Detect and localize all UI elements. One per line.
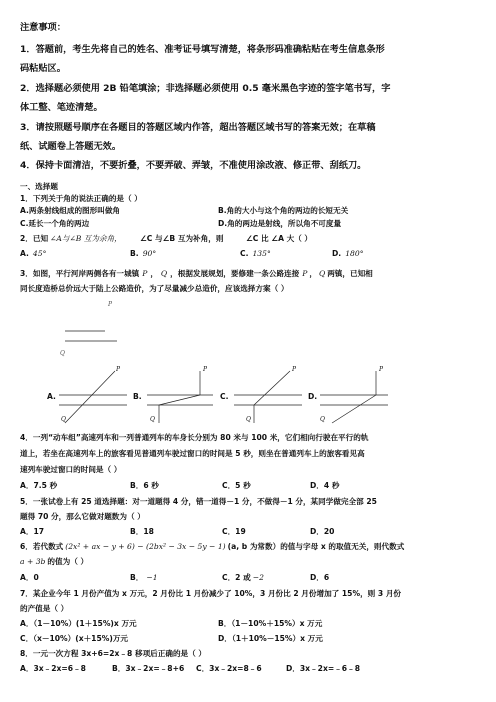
q3-figure-label-p: P	[108, 301, 113, 308]
q5-option-d: D．20	[310, 527, 335, 536]
q3-option-a-figure	[57, 365, 129, 427]
q1-stem: 1．下列关于角的说法正确的是（ ）	[20, 194, 142, 203]
q3-stem-c: 两镇，已知相	[327, 269, 373, 278]
q4-option-c: C．5 秒	[222, 481, 251, 490]
q2-option-d-label: D.	[332, 249, 342, 258]
section-title: 一、选择题	[20, 182, 58, 191]
q3-stem	[20, 269, 373, 279]
q2-option-b-label: B.	[130, 249, 139, 258]
q3-stem-b: ，根据发展规划，要修建一条公路连接	[170, 269, 300, 278]
q8-option-b: B．3x﹣2x=﹣8+6	[112, 664, 185, 673]
q6-option-c-label: C．2 或	[222, 573, 251, 582]
q2-stem-b: ∠A与∠B 互为余角，	[50, 234, 122, 243]
q3-option-a: A.	[47, 392, 56, 401]
q6-option-c-value: −2	[252, 573, 264, 582]
q7-option-c: C．（x－10%）(x＋15%)万元	[20, 634, 129, 643]
q3-town-q-2: Q	[318, 269, 326, 278]
q3-figure-label-q: Q	[60, 350, 65, 357]
q6-expression: (2x² + ax − y + 6) − (2bx² − 3x − 5y − 1)	[65, 542, 226, 551]
q1-option-b: B.角的大小与这个角的两边的长短无关	[218, 206, 349, 215]
q3-d-label-p: P	[379, 366, 384, 373]
notice-item-1b: 码粘贴区。	[20, 63, 66, 74]
q6-stem-b: (a, b 为常数）的值与字母 x 的取值无关，则代数式	[227, 542, 405, 551]
q8-option-a: A．3x﹣2x=6﹣8	[20, 664, 86, 673]
q2-option-a-value: 45°	[32, 249, 47, 258]
q2-option-c-value: 135°	[252, 249, 271, 258]
q3-b-label-p: P	[203, 366, 208, 373]
notice-title: 注意事项：	[20, 22, 66, 33]
q6-stem	[20, 542, 404, 552]
notice-item-2a: 2．选择题必须使用 2B 铅笔填涂；非选择题必须使用 0.5 毫米黑色字迹的签字笔书写，字	[20, 83, 391, 94]
q3-option-c-figure	[232, 365, 304, 427]
q6-stem-line2	[20, 557, 88, 567]
q2-stem-a: 2．已知	[20, 234, 49, 243]
q1-option-d: D.角的两边是射线，所以角不可度量	[218, 219, 342, 228]
q2-option-d-value: 180°	[345, 249, 364, 258]
q3-option-b-figure	[145, 365, 215, 427]
q4-option-b: B．6 秒	[130, 481, 159, 490]
q2-option-b	[130, 249, 156, 259]
q7-option-b: B．（1－10%＋15%）x 万元	[218, 619, 323, 628]
q3-option-d: D.	[308, 392, 318, 401]
notice-item-2b: 体工整、笔迹清楚。	[20, 102, 103, 113]
q3-stem-a: 3．如图，平行河岸两侧各有一城镇	[20, 269, 140, 278]
q3-sep: ，	[150, 269, 158, 278]
q2-option-b-value: 90°	[142, 249, 157, 258]
q3-town-p: P	[142, 269, 148, 278]
notice-item-3b: 纸、试题卷上答题无效。	[20, 141, 122, 152]
q3-c-label-q: Q	[246, 416, 251, 423]
q1-option-a: A.两条射线组成的图形叫做角	[20, 206, 121, 215]
q5-line-2: 题得 70 分，那么它做对题数为（ ）	[20, 512, 145, 521]
q6-option-c	[222, 573, 264, 583]
notice-item-3a: 3．请按照题号顺序在各题目的答题区域内作答，超出答题区域书写的答案无效；在草稿	[20, 122, 376, 133]
q6-option-b-value: −1	[146, 573, 158, 582]
q7-option-a: A．（1－10%）(1＋15%)x 万元	[20, 619, 137, 628]
q2-option-a-label: A.	[20, 249, 29, 258]
q6-option-d: D．6	[310, 573, 330, 582]
q2-option-a	[20, 249, 46, 259]
q8-option-c: C．3x﹣2x=8﹣6	[196, 664, 262, 673]
q3-option-d-figure	[318, 365, 390, 427]
q3-a-label-p: P	[116, 366, 121, 373]
q3-stem-line2: 同长度造桥总价远大于陆上公路造价，为了尽量减少总造价，应该选择方案（ ）	[20, 284, 289, 293]
q6-expression-2: a + 3b	[20, 557, 46, 566]
q4-line-3: 速列车驶过窗口的时间是（ ）	[20, 465, 122, 474]
q4-line-2: 道上，若坐在高速列车上的旅客看见普通列车驶过窗口的时间是 5 秒，则坐在普通列车上的旅客看见高	[20, 449, 365, 458]
q2-option-c	[240, 249, 271, 259]
q3-town-q: Q	[160, 269, 168, 278]
q6-stem-c: 的值为（ ）	[47, 557, 89, 566]
q5-option-b: B．18	[130, 527, 154, 536]
q6-option-b	[130, 573, 158, 583]
q8-stem: 8．一元一次方程 3x+6=2x﹣8 移项后正确的是（ ）	[20, 649, 206, 658]
q3-option-c: C.	[220, 392, 229, 401]
q2-option-d	[332, 249, 364, 259]
q7-line-2: 的产值是（ ）	[20, 604, 69, 613]
q6-option-a: A．0	[20, 573, 39, 582]
q3-a-label-q: Q	[61, 416, 66, 423]
notice-item-4: 4．保持卡面清洁，不要折叠，不要弄破、弄皱，不准使用涂改液、修正带、刮纸刀。	[20, 160, 367, 171]
q3-river-figure	[55, 302, 135, 364]
q4-option-a: A．7.5 秒	[20, 481, 58, 490]
q7-option-d: D．（1＋10%－15%）x 万元	[218, 634, 323, 643]
q6-option-b-label: B．	[130, 573, 144, 582]
q5-option-a: A．17	[20, 527, 45, 536]
q5-line-1: 5．一张试卷上有 25 道选择题：对一道题得 4 分，错一道得－1 分，不做得－1 分，某同学做完全部 25	[20, 497, 377, 506]
q2-option-c-label: C.	[240, 249, 249, 258]
notice-item-1a: 1．答题前，考生先将自己的姓名、准考证号填写清楚，将条形码准确粘贴在考生信息条形	[20, 44, 385, 55]
q3-town-p-2: P	[302, 269, 308, 278]
q3-d-label-q: Q	[320, 416, 325, 423]
q8-option-d: D．3x﹣2x=﹣6﹣8	[286, 664, 360, 673]
q2-stem-c: ∠C 与∠B 互为补角，则	[140, 234, 224, 243]
q4-line-1: 4．一列“动车组”高速列车和一列普通列车的车身长分别为 80 米与 100 米，它们相向行驶在平行的轨	[20, 433, 369, 442]
q3-b-label-q: Q	[150, 416, 155, 423]
q4-option-d: D．4 秒	[310, 481, 340, 490]
q2-stem-d: ∠C 比 ∠A 大（ ）	[246, 234, 313, 243]
q1-option-c: C.延长一个角的两边	[20, 219, 90, 228]
q3-sep-2: ，	[309, 269, 317, 278]
q6-stem-a: 6．若代数式	[20, 542, 64, 551]
q7-line-1: 7．某企业今年 1 月份产值为 x 万元，2 月份比 1 月份减少了 10%，3 月份比 2 月份增加了 15%，则 3 月份	[20, 589, 402, 598]
q5-option-c: C．19	[222, 527, 246, 536]
q3-option-b: B.	[133, 392, 142, 401]
q3-c-label-p: P	[292, 366, 297, 373]
